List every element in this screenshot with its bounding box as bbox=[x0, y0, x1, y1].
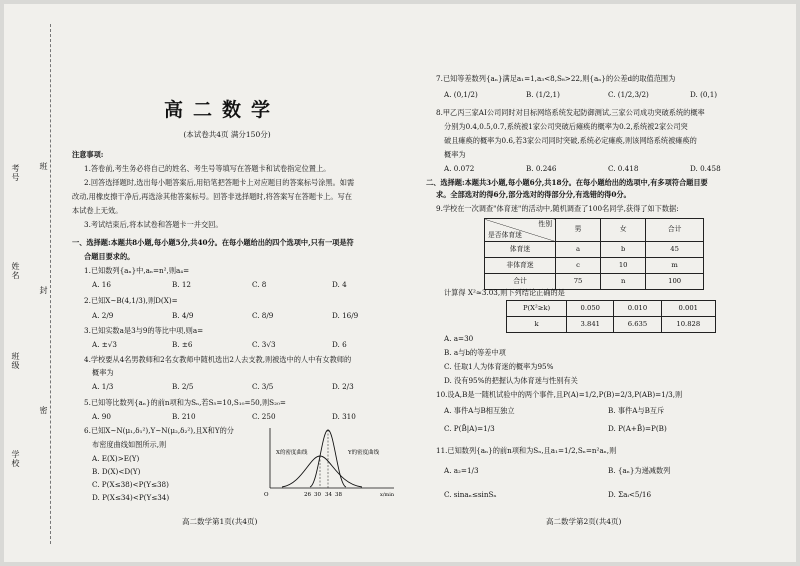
option: C. sinaₙ≤sinSₙ bbox=[444, 490, 497, 499]
table-cell: 75 bbox=[556, 274, 601, 290]
question-8-cont: 破且瘫痪的概率为0.6,若3家公司同时突破,系统必定瘫痪,则该网络系统被瘫痪的 bbox=[444, 136, 697, 145]
seal-line bbox=[50, 24, 51, 544]
table-cell: 合计 bbox=[485, 274, 556, 290]
table-cell: 体育迷 bbox=[485, 242, 556, 258]
table-cell: b bbox=[601, 242, 646, 258]
option: A. a=30 bbox=[444, 334, 474, 343]
table-corner-cell bbox=[485, 219, 556, 242]
x-axis-label: x/min bbox=[380, 492, 395, 498]
option: C. 任取1人为体育迷的概率为95% bbox=[444, 362, 554, 371]
x-density-curve bbox=[282, 456, 362, 487]
question-1: 1.已知数列{aₙ}中,aₙ=n²,则a₄= bbox=[84, 266, 190, 275]
grade-label: 班级 bbox=[11, 352, 20, 370]
table-cell: c bbox=[556, 258, 601, 274]
exam-sheet bbox=[4, 4, 796, 562]
critical-value-table bbox=[506, 300, 716, 333]
exam-no-label: 考号 bbox=[11, 164, 20, 182]
school-label: 学校 bbox=[11, 450, 20, 468]
option: D. 没有95%的把握认为体育迷与性别有关 bbox=[444, 376, 578, 385]
class-mark: 班 bbox=[39, 162, 48, 171]
option: B. {aₙ}为递减数列 bbox=[608, 466, 671, 475]
column-header: 合计 bbox=[646, 219, 704, 242]
option: B. 12 bbox=[172, 280, 191, 289]
question-8-cont: 概率为 bbox=[444, 150, 466, 159]
corner-bottom-label: 是否体育迷 bbox=[488, 230, 522, 239]
notice-line: 2.回答选择题时,选出每小题答案后,用铅笔把答题卡上对应题目的答案标号涂黑。如需 bbox=[84, 178, 355, 187]
notice-line: 3.考试结束后,将本试卷和答题卡一并交回。 bbox=[84, 220, 223, 229]
option: A. 事件A与B相互独立 bbox=[444, 406, 515, 415]
name-label: 姓名 bbox=[11, 262, 20, 280]
option: B. a与b的等差中项 bbox=[444, 348, 506, 357]
table-cell: 0.001 bbox=[661, 301, 715, 317]
question-3: 3.已知实数a是3与9的等比中项,则a= bbox=[84, 326, 204, 335]
x-curve-label: X的密度曲线 bbox=[276, 450, 308, 456]
option: C. 3√3 bbox=[252, 340, 276, 349]
table-cell: 10.828 bbox=[661, 317, 715, 333]
option: B. 210 bbox=[172, 412, 196, 421]
table-row bbox=[507, 317, 716, 333]
option: C. 0.418 bbox=[608, 164, 639, 173]
question-6: 6.已知X~N(μ₁,δ₁²),Y~N(μ₂,δ₂²),且X和Y的分 bbox=[84, 426, 234, 435]
question-4: 4.学校要从4名男教师和2名女教师中随机选出2人去支教,则被选中的人中有女教师的 bbox=[84, 355, 352, 364]
question-8: 8.甲乙丙三家AI公司同时对目标网络系统发起防御测试,三家公司成功突破系统的概率 bbox=[436, 108, 705, 117]
question-5: 5.已知等比数列{aₙ}的前n项和为Sₙ,若S₅=10,S₁₀=50,则S₂₀= bbox=[84, 398, 286, 407]
notice-line: 改动,用橡皮擦干净后,再选涂其他答案标号。回答非选择题时,将答案写在答题卡上。写在 bbox=[72, 192, 352, 201]
notice-line: 1.答卷前,考生务必将自己的姓名、考生号等填写在答题卡和试卷指定位置上。 bbox=[84, 164, 331, 173]
table-cell: 0.050 bbox=[567, 301, 614, 317]
option: D. 6 bbox=[332, 340, 347, 349]
tick-label: 38 bbox=[335, 492, 342, 498]
page-2 bbox=[426, 4, 788, 562]
option: D. Σaᵢ<5/16 bbox=[608, 490, 652, 499]
table-cell: P(X²≥k) bbox=[507, 301, 567, 317]
contingency-table bbox=[484, 218, 704, 290]
notice-heading: 注意事项: bbox=[72, 150, 104, 159]
question-4-cont: 概率为 bbox=[92, 368, 114, 377]
question-6-cont: 布密度曲线如图所示,则 bbox=[92, 440, 167, 449]
option: C. (1/2,3/2) bbox=[608, 90, 649, 99]
table-cell: 10 bbox=[601, 258, 646, 274]
section-heading: 二、选择题:本题共3小题,每小题6分,共18分。在每小题给出的选项中,有多项符合题目要 bbox=[426, 178, 708, 187]
option: D. 0.458 bbox=[690, 164, 721, 173]
density-curve-figure bbox=[262, 426, 402, 498]
seal-mark: 封 bbox=[39, 286, 48, 295]
option: B. 0.246 bbox=[526, 164, 557, 173]
section-heading: 合题目要求的。 bbox=[84, 252, 135, 261]
question-8-cont: 分别为0.4,0.5,0.7,系统被1家公司突破后瘫痪的概率为0.2,系统被2家公司突 bbox=[444, 122, 688, 131]
option: C. 250 bbox=[252, 412, 276, 421]
tick-label: 34 bbox=[325, 492, 332, 498]
page-subtitle: (本试卷共4页 满分150分) bbox=[183, 130, 271, 139]
y-curve-label: Y的密度曲线 bbox=[348, 450, 380, 456]
option: D. 2/3 bbox=[332, 382, 354, 391]
option: D. (0,1) bbox=[690, 90, 718, 99]
page-1 bbox=[72, 4, 404, 562]
option: A. 16 bbox=[92, 280, 111, 289]
option: C. 8 bbox=[252, 280, 267, 289]
table-row bbox=[485, 258, 704, 274]
table-cell: m bbox=[646, 258, 704, 274]
table-cell: 3.841 bbox=[567, 317, 614, 333]
question-2: 2.已知X~B(4,1/3),则D(X)= bbox=[84, 296, 178, 305]
section-heading: 求。全部选对的得6分,部分选对的得部分分,有选错的得0分。 bbox=[436, 190, 631, 199]
notice-line: 本试卷上无效。 bbox=[72, 206, 123, 215]
option: C. 8/9 bbox=[252, 311, 274, 320]
option: A. a₂=1/3 bbox=[444, 466, 479, 475]
question-11: 11.已知数列{aₙ}的前n项和为Sₙ,且a₁=1/2,Sₙ=n²aₙ,则 bbox=[436, 446, 617, 455]
section-heading: 一、选择题:本题共8小题,每小题5分,共40分。在每小题给出的四个选项中,只有一项是符 bbox=[72, 238, 354, 247]
corner-top-label: 性别 bbox=[538, 220, 552, 228]
option: D. 310 bbox=[332, 412, 356, 421]
option: D. 4 bbox=[332, 280, 347, 289]
table-row bbox=[507, 301, 716, 317]
page-footer: 高二数学第2页(共4页) bbox=[546, 517, 622, 526]
option: B. 2/5 bbox=[172, 382, 194, 391]
option: C. 3/5 bbox=[252, 382, 274, 391]
option: B. ±6 bbox=[172, 340, 193, 349]
option: A. ±√3 bbox=[92, 340, 117, 349]
table-row bbox=[485, 242, 704, 258]
page-title: 高二数学 bbox=[163, 99, 280, 121]
option: C. P(B̄|A)=1/3 bbox=[444, 424, 495, 433]
option: C. P(X≤38)<P(Y≤38) bbox=[92, 480, 169, 489]
page-footer: 高二数学第1页(共4页) bbox=[182, 517, 258, 526]
table-cell: k bbox=[507, 317, 567, 333]
table-cell: 6.635 bbox=[614, 317, 661, 333]
option: A. 2/9 bbox=[92, 311, 114, 320]
option: A. 90 bbox=[92, 412, 111, 421]
origin-label: O bbox=[264, 492, 269, 498]
question-10: 10.设A,B是一随机试验中的两个事件,且P(A)=1/2,P(B)=2/3,P(AB)=1/3,则 bbox=[436, 390, 683, 399]
table-cell: 100 bbox=[646, 274, 704, 290]
column-header: 女 bbox=[601, 219, 646, 242]
option: B. 4/9 bbox=[172, 311, 194, 320]
table-cell: a bbox=[556, 242, 601, 258]
question-7: 7.已知等差数列{aₙ}满足a₁=1,a₃<8,S₈>22,则{aₙ}的公差d的取值范围为 bbox=[436, 74, 676, 83]
seal-mark-2: 密 bbox=[39, 406, 48, 415]
option: A. E(X)>E(Y) bbox=[92, 454, 140, 463]
option: A. (0,1/2) bbox=[444, 90, 478, 99]
table-cell: n bbox=[601, 274, 646, 290]
table-cell: 0.010 bbox=[614, 301, 661, 317]
option: B. 事件A与B互斥 bbox=[608, 406, 665, 415]
binding-margin bbox=[4, 4, 66, 562]
option: D. P(X≤34)<P(Y≤34) bbox=[92, 493, 170, 502]
option: D. P(A+B̄)=P(B) bbox=[608, 424, 667, 433]
option: A. 1/3 bbox=[92, 382, 114, 391]
option: B. D(X)<D(Y) bbox=[92, 467, 141, 476]
table-cell: 非体育迷 bbox=[485, 258, 556, 274]
option: D. 16/9 bbox=[332, 311, 359, 320]
tick-label: 26 bbox=[304, 492, 311, 498]
question-9: 9.学校在一次调查"体育迷"的活动中,随机调查了100名同学,获得了如下数据: bbox=[436, 204, 679, 213]
option: A. 0.072 bbox=[444, 164, 475, 173]
option: B. (1/2,1) bbox=[526, 90, 560, 99]
tick-label: 30 bbox=[314, 492, 321, 498]
column-header: 男 bbox=[556, 219, 601, 242]
chi-square-text: 计算得 X²≈3.03,则下列结论正确的是 bbox=[444, 288, 565, 297]
table-cell: 45 bbox=[646, 242, 704, 258]
